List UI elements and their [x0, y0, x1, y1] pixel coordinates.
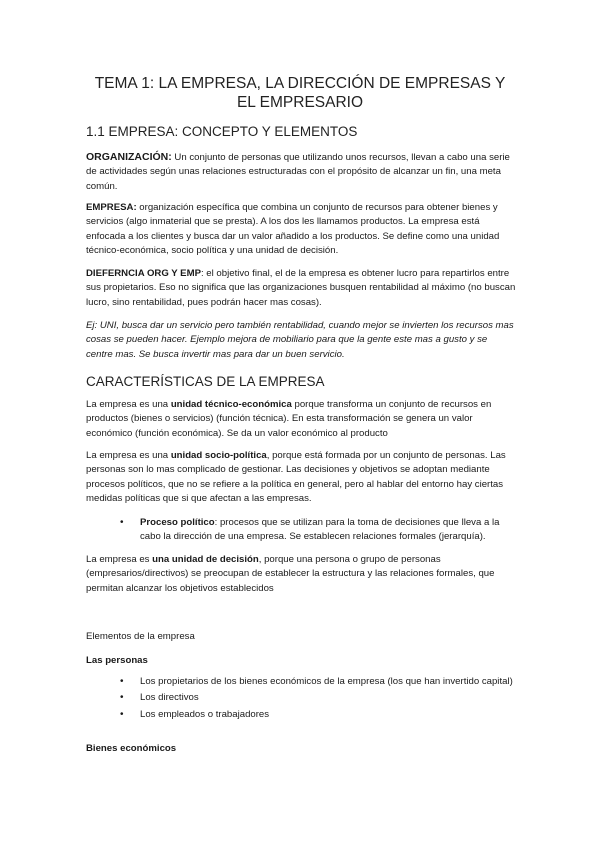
paragraph-empresa	[86, 201, 516, 258]
text-tecnico-pre: La empresa es una	[86, 399, 171, 410]
paragraph-tecnico-economica	[86, 398, 516, 441]
term-organizacion: ORGANIZACIÓN:	[86, 151, 172, 163]
text-decision-post: , porque una persona o grupo de personas (empresarios/directivos) se preocupan de establecer la estructura y las relaciones formales, que permitan alcanzar los objetivos establecidos	[86, 554, 495, 594]
list-personas	[120, 675, 516, 722]
section-heading-concepto: 1.1 EMPRESA: CONCEPTO Y ELEMENTOS	[86, 124, 358, 139]
page-title: TEMA 1: LA EMPRESA, LA DIRECCIÓN DE EMPRESAS Y EL EMPRESARIO	[94, 75, 506, 111]
paragraph-organizacion	[86, 150, 516, 194]
paragraph-unidad-decision	[86, 553, 516, 596]
text-proceso: : procesos que se utilizan para la toma de decisiones que lleva a la cabo la dirección de una empresa. Se establecen relaciones formales (jerarquía).	[140, 517, 500, 543]
text-tecnico-post: porque transforma un conjunto de recursos en productos (bienes o servicios) (función técnica). En esta transformación se genera un valor económico (función económica). Se da un valor económico al producto	[86, 399, 492, 439]
section-heading-caracteristicas: CARACTERÍSTICAS DE LA EMPRESA	[86, 374, 325, 389]
text-socio-post: , porque está formada por un conjunto de personas. Las personas son lo mas complicado de gestionar. Las decisiones y objetivos se adoptan mediante procesos políticos, que no se refiere a la política en general, pero al hablar del entorno hay ciertas medidas políticas que si que afectan a las empresas.	[86, 450, 506, 504]
heading-bienes: Bienes económicos	[86, 743, 177, 754]
list-item-text: Los directivos	[140, 692, 199, 704]
term-proceso: Proceso político	[140, 517, 215, 528]
term-socio: unidad socio-política	[170, 450, 267, 461]
term-empresa: EMPRESA:	[86, 202, 137, 213]
list-item	[120, 691, 516, 705]
bullet-dot: •	[120, 708, 124, 720]
bullet-dot: •	[120, 517, 124, 528]
term-diferencia: DIEFERNCIA ORG Y EMP	[86, 268, 201, 279]
term-decision: una unidad de decisión	[152, 554, 259, 565]
heading-elementos: Elementos de la empresa	[86, 631, 195, 642]
text-socio-pre: La empresa es una	[86, 450, 171, 461]
list-item	[120, 675, 516, 689]
heading-personas: Las personas	[86, 655, 148, 666]
list-item	[120, 708, 516, 722]
list-item-text: Los empleados o trabajadores	[140, 708, 270, 720]
bullet-dot: •	[120, 676, 124, 687]
paragraph-socio-politica	[86, 449, 516, 506]
text-diferencia: : el objetivo final, el de la empresa es obtener lucro para repartirlos entre sus propietarios. Eso no significa que las organizaciones busquen rentabilidad al máximo (no buscan lucro, sino rentabilidad, pues podrán hacer mas cosas).	[86, 268, 516, 308]
text-organizacion: Un conjunto de personas que utilizando unos recursos, llevan a cabo una serie de actividades según unas relaciones estructuradas con el propósito de alcanzar un fin, una meta común.	[86, 152, 510, 192]
bullet-proceso-politico	[120, 516, 516, 545]
term-tecnico: unidad técnico-económica	[170, 399, 292, 410]
text-empresa: organización específica que combina un conjunto de recursos para obtener bienes y servicios (algo inmaterial que se presta). A los dos les llamamos productos. La empresa está enfocada a los clientes y busca dar un valor añadido a los productos. Se define como una unidad técnico-económica, socio política y una unidad de decisión.	[86, 202, 500, 256]
list-item-text: Los propietarios de los bienes económicos de la empresa (los que han invertido capital)	[140, 676, 513, 687]
paragraph-diferencia	[86, 267, 516, 310]
text-decision-pre: La empresa es	[86, 554, 153, 565]
bullet-dot: •	[120, 692, 124, 704]
paragraph-ejemplo: Ej: UNI, busca dar un servicio pero también rentabilidad, cuando mejor se invierten los recursos mas cosas se pueden hacer. Ejemplo mejora de mobiliario para que la gente este mas a gusto y se centre mas. Se busca invertir mas para dar un buen servicio.	[86, 320, 514, 360]
